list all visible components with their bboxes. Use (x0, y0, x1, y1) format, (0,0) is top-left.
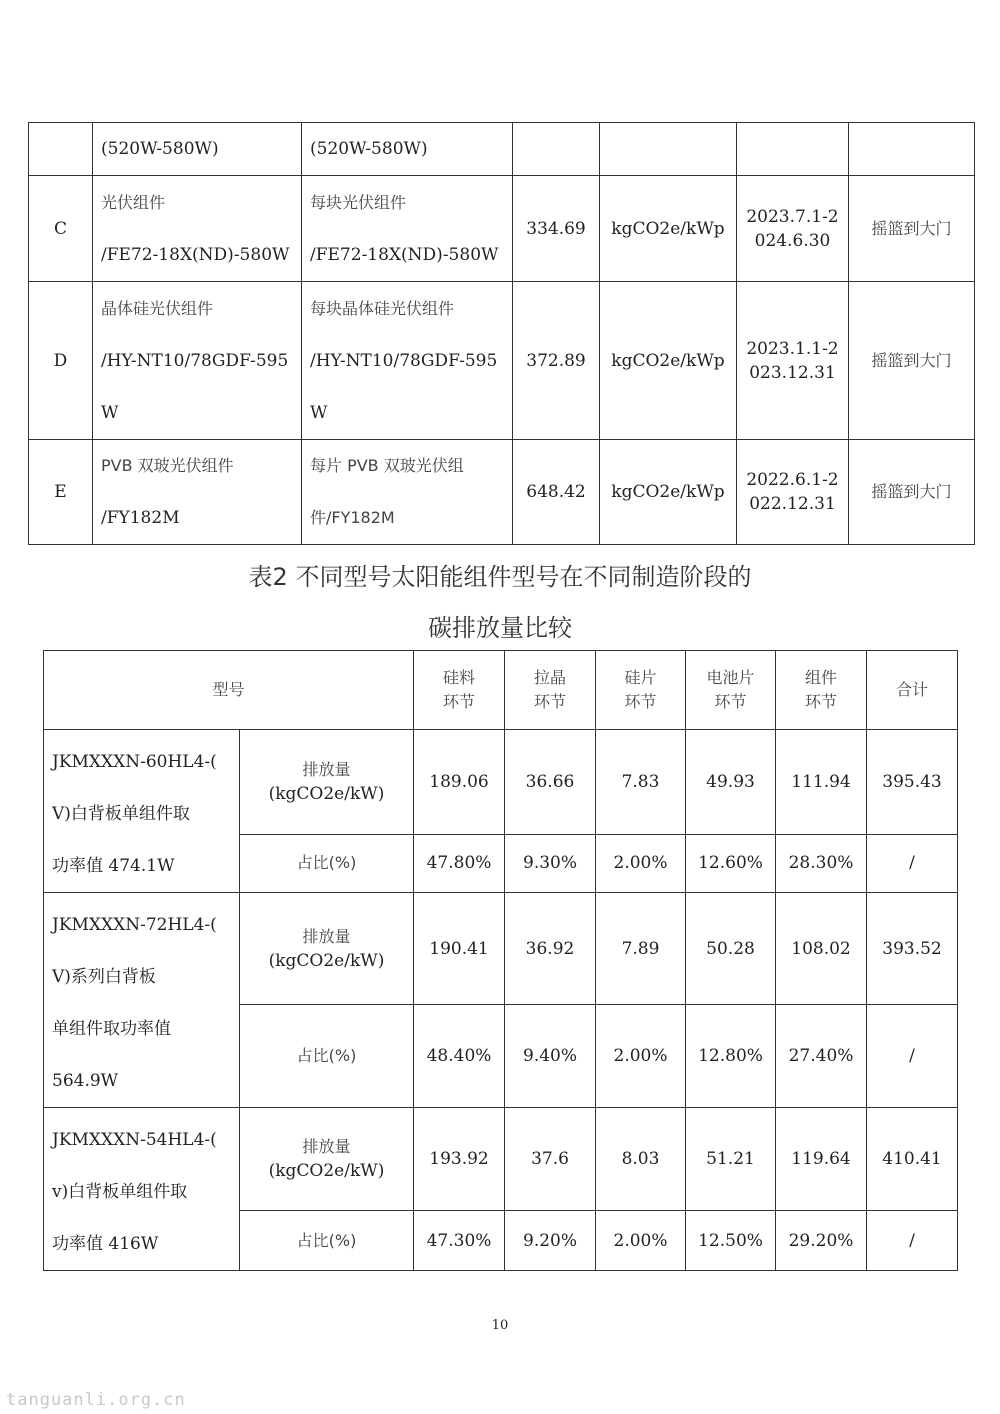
value-cell: 8.03 (596, 1108, 686, 1211)
carbon-value-cell: 372.89 (513, 282, 600, 440)
emission-label: 排放量 (kgCO2e/kW) (240, 730, 414, 835)
product-name-cell: 晶体硅光伏组件 /HY-NT10/78GDF-595 W (93, 282, 302, 440)
value-cell: 48.40% (414, 1005, 505, 1108)
header-cell: 电池片 环节 (686, 651, 776, 730)
value-cell: 2.00% (596, 1005, 686, 1108)
value-cell: 108.02 (776, 893, 867, 1005)
value-cell: 395.43 (867, 730, 958, 835)
carbon-value-cell: 648.42 (513, 440, 600, 545)
table-row (29, 282, 975, 440)
header-crystal-pulling: 拉晶 环节 (505, 651, 596, 730)
value-cell: / (867, 834, 958, 892)
value-cell: 47.30% (414, 1211, 505, 1271)
page-number: 10 (491, 1318, 509, 1333)
value-cell: 36.92 (505, 893, 596, 1005)
value-cell: 29.20% (776, 1211, 867, 1271)
header-silicon: 硅料 环节 (414, 651, 505, 730)
value-cell: 111.94 (776, 730, 867, 835)
value-cell: 2.00% (596, 1211, 686, 1271)
value-cell: 51.21 (686, 1108, 776, 1211)
value-cell: 7.83 (596, 730, 686, 835)
period-cell: 2023.1.1-2 023.12.31 (737, 282, 849, 440)
row-id-cell: E (29, 440, 93, 545)
value-cell: 9.30% (505, 834, 596, 892)
value-cell: 393.52 (867, 893, 958, 1005)
value-cell: 12.60% (686, 834, 776, 892)
product-name-cell: 光伏组件 /FE72-18X(ND)-580W (93, 176, 302, 282)
table-caption-line1: 表2 不同型号太阳能组件型号在不同制造阶段的 (248, 563, 752, 591)
row-id-cell: C (29, 176, 93, 282)
table-row (29, 176, 975, 282)
value-cell: 119.64 (776, 1108, 867, 1211)
table-caption-line2: 碳排放量比较 (428, 614, 572, 642)
watermark: tanguanli.org.cn (6, 1390, 186, 1410)
value-cell: 47.80% (414, 834, 505, 892)
carbon-value-cell: 334.69 (513, 176, 600, 282)
declared-unit-cell: 每块光伏组件 /FE72-18X(ND)-580W (302, 176, 513, 282)
boundary-cell: 摇篮到大门 (849, 176, 975, 282)
model-cell: JKMXXXN-60HL4-( V)白背板单组件取 功率值 474.1W (44, 730, 240, 893)
value-cell: 190.41 (414, 893, 505, 1005)
boundary-cell: 摇篮到大门 (849, 282, 975, 440)
header-module: 组件 环节 (776, 651, 867, 730)
row-id-cell: D (29, 282, 93, 440)
emission-factor-table (28, 122, 975, 545)
product-name-cell: (520W-580W) (93, 123, 302, 176)
unit-cell: kgCO2e/kWp (600, 282, 737, 440)
value-cell: 193.92 (414, 1108, 505, 1211)
value-cell: 36.66 (505, 730, 596, 835)
declared-unit-cell: (520W-580W) (302, 123, 513, 176)
model-cell: JKMXXXN-54HL4-( v)白背板单组件取 功率值 416W (44, 1108, 240, 1271)
share-label: 占比(%) (240, 1005, 414, 1108)
value-cell: 49.93 (686, 730, 776, 835)
header-wafer: 硅片 环节 (596, 651, 686, 730)
header-model: 型号 (44, 651, 414, 730)
value-cell: 27.40% (776, 1005, 867, 1108)
emission-row (44, 730, 958, 835)
table-row (29, 123, 975, 176)
share-label: 占比(%) (240, 834, 414, 892)
emission-row (44, 893, 958, 1005)
value-cell: 12.50% (686, 1211, 776, 1271)
header-row (44, 651, 958, 730)
value-cell: 12.80% (686, 1005, 776, 1108)
value-cell: 2.00% (596, 834, 686, 892)
value-cell: 50.28 (686, 893, 776, 1005)
period-cell: 2023.7.1-2 024.6.30 (737, 176, 849, 282)
table-row (29, 440, 975, 545)
value-cell: / (867, 1211, 958, 1271)
value-cell: 28.30% (776, 834, 867, 892)
value-cell: 9.20% (505, 1211, 596, 1271)
share-label: 占比(%) (240, 1211, 414, 1271)
declared-unit-cell: 每块晶体硅光伏组件 /HY-NT10/78GDF-595 W (302, 282, 513, 440)
emission-label: 排放量 (kgCO2e/kW) (240, 1108, 414, 1211)
header-total: 合计 (867, 651, 958, 730)
boundary-cell: 摇篮到大门 (849, 440, 975, 545)
value-cell: 189.06 (414, 730, 505, 835)
value-cell: 410.41 (867, 1108, 958, 1211)
emission-row (44, 1108, 958, 1211)
emission-label: 排放量 (kgCO2e/kW) (240, 893, 414, 1005)
value-cell: 9.40% (505, 1005, 596, 1108)
unit-cell: kgCO2e/kWp (600, 440, 737, 545)
product-name-cell: PVB 双玻光伏组件 /FY182M (93, 440, 302, 545)
value-cell: / (867, 1005, 958, 1108)
declared-unit-cell: 每片 PVB 双玻光伏组 件/FY182M (302, 440, 513, 545)
stage-emission-table (43, 650, 958, 1271)
model-cell: JKMXXXN-72HL4-( V)系列白背板 单组件取功率值 564.9W (44, 893, 240, 1108)
period-cell: 2022.6.1-2 022.12.31 (737, 440, 849, 545)
value-cell: 7.89 (596, 893, 686, 1005)
value-cell: 37.6 (505, 1108, 596, 1211)
unit-cell: kgCO2e/kWp (600, 176, 737, 282)
